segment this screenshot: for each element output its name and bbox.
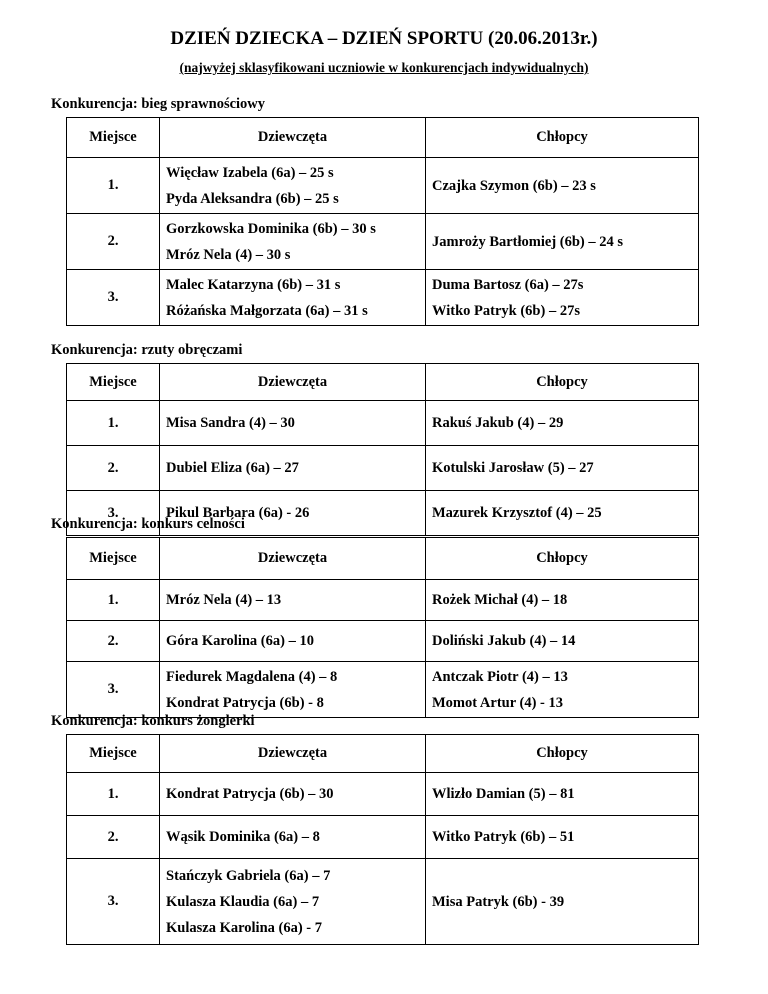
place-cell: 1.: [67, 580, 160, 621]
header-girls: Dziewczęta: [160, 735, 426, 773]
girl-result: Pikul Barbara (6a) - 26: [166, 505, 310, 521]
girl-result: Kulasza Karolina (6a) - 7: [166, 919, 323, 936]
boys-cell: [426, 491, 699, 536]
boys-cell: [426, 401, 699, 446]
header-place: Miejsce: [67, 538, 160, 580]
girls-cell: [160, 859, 426, 945]
place-cell: 1.: [67, 773, 160, 816]
boy-result: Misa Patryk (6b) - 39: [432, 893, 565, 910]
girls-cell: [160, 214, 426, 270]
place-cell: 3.: [67, 662, 160, 718]
girl-result: Wąsik Dominika (6a) – 8: [166, 829, 320, 845]
place-cell: 3.: [67, 491, 160, 536]
table-row: [67, 621, 699, 662]
girl-result: Mróz Nela (4) – 30 s: [166, 246, 291, 263]
boys-cell: [426, 662, 699, 718]
girl-result: Mróz Nela (4) – 13: [166, 592, 282, 608]
boys-cell: [426, 158, 699, 214]
girl-result: Malec Katarzyna (6b) – 31 s: [166, 276, 341, 293]
header-girls: Dziewczęta: [160, 364, 426, 401]
girls-cell: [160, 580, 426, 621]
page-title: DZIEŃ DZIECKA – DZIEŃ SPORTU (20.06.2013r.): [170, 28, 598, 49]
girl-result: Kondrat Patrycja (6b) – 30: [166, 786, 334, 802]
boy-result: Mazurek Krzysztof (4) – 25: [432, 505, 602, 521]
girl-result: Różańska Małgorzata (6a) – 31 s: [166, 302, 368, 319]
table-row: [67, 773, 699, 816]
boy-result: Doliński Jakub (4) – 14: [432, 633, 576, 649]
girls-cell: [160, 270, 426, 326]
girls-cell: [160, 662, 426, 718]
boy-result: Rożek Michał (4) – 18: [432, 592, 568, 608]
girls-cell: [160, 621, 426, 662]
header-boys: Chłopcy: [426, 735, 699, 773]
results-table-1: [66, 117, 699, 326]
boys-cell: [426, 621, 699, 662]
results-table-2: [66, 363, 699, 536]
table-row: [67, 214, 699, 270]
girl-result: Kondrat Patrycja (6b) - 8: [166, 694, 324, 711]
girls-cell: [160, 446, 426, 491]
boy-result: Kotulski Jarosław (5) – 27: [432, 460, 594, 476]
header-row: [67, 735, 699, 773]
header-row: [67, 364, 699, 401]
place-cell: 3.: [67, 859, 160, 945]
place-cell: 3.: [67, 270, 160, 326]
boys-cell: [426, 446, 699, 491]
place-cell: 2.: [67, 446, 160, 491]
place-cell: 2.: [67, 816, 160, 859]
place-cell: 1.: [67, 401, 160, 446]
section-label-1: Konkurencja: bieg sprawnościowy: [51, 96, 266, 112]
girl-result: Kulasza Klaudia (6a) – 7: [166, 893, 320, 910]
girl-result: Więcław Izabela (6a) – 25 s: [166, 164, 334, 181]
table-row: [67, 859, 699, 945]
boy-result: Witko Patryk (6b) – 27s: [432, 302, 580, 319]
boy-result: Witko Patryk (6b) – 51: [432, 829, 575, 845]
boy-result: Duma Bartosz (6a) – 27s: [432, 276, 584, 293]
boy-result: Antczak Piotr (4) – 13: [432, 668, 568, 685]
girl-result: Fiedurek Magdalena (4) – 8: [166, 668, 338, 685]
table-row: [67, 446, 699, 491]
section-label-4: Konkurencja: konkurs żonglerki: [51, 713, 255, 729]
header-row: [67, 118, 699, 158]
boy-result: Czajka Szymon (6b) – 23 s: [432, 177, 596, 194]
table-row: [67, 401, 699, 446]
table-row: [67, 662, 699, 718]
header-girls: Dziewczęta: [160, 538, 426, 580]
table-row: [67, 816, 699, 859]
girl-result: Dubiel Eliza (6a) – 27: [166, 460, 299, 476]
boy-result: Rakuś Jakub (4) – 29: [432, 415, 564, 431]
boys-cell: [426, 270, 699, 326]
table-row: [67, 580, 699, 621]
girl-result: Stańczyk Gabriela (6a) – 7: [166, 867, 331, 884]
boy-result: Momot Artur (4) - 13: [432, 694, 564, 711]
girl-result: Góra Karolina (6a) – 10: [166, 633, 314, 649]
boy-result: Jamroży Bartłomiej (6b) – 24 s: [432, 233, 624, 250]
place-cell: 1.: [67, 158, 160, 214]
place-cell: 2.: [67, 621, 160, 662]
boys-cell: [426, 580, 699, 621]
results-table-3: [66, 537, 699, 718]
header-place: Miejsce: [67, 118, 160, 158]
section-label-2: Konkurencja: rzuty obręczami: [51, 342, 243, 358]
girls-cell: [160, 773, 426, 816]
girl-result: Pyda Aleksandra (6b) – 25 s: [166, 190, 339, 207]
place-cell: 2.: [67, 214, 160, 270]
boys-cell: [426, 816, 699, 859]
header-boys: Chłopcy: [426, 538, 699, 580]
girl-result: Misa Sandra (4) – 30: [166, 415, 295, 431]
header-boys: Chłopcy: [426, 118, 699, 158]
header-row: [67, 538, 699, 580]
results-table-4: [66, 734, 699, 945]
girls-cell: [160, 816, 426, 859]
girls-cell: [160, 401, 426, 446]
table-row: [67, 158, 699, 214]
boys-cell: [426, 773, 699, 816]
girl-result: Gorzkowska Dominika (6b) – 30 s: [166, 220, 376, 237]
header-girls: Dziewczęta: [160, 118, 426, 158]
header-place: Miejsce: [67, 364, 160, 401]
section-label-3: Konkurencja: konkurs celności: [51, 516, 245, 532]
header-boys: Chłopcy: [426, 364, 699, 401]
boy-result: Wlizło Damian (5) – 81: [432, 786, 575, 802]
page-subtitle: (najwyżej sklasyfikowani uczniowie w konkurencjach indywidualnych): [179, 60, 589, 75]
table-row: [67, 270, 699, 326]
boys-cell: [426, 214, 699, 270]
header-place: Miejsce: [67, 735, 160, 773]
girls-cell: [160, 158, 426, 214]
boys-cell: [426, 859, 699, 945]
